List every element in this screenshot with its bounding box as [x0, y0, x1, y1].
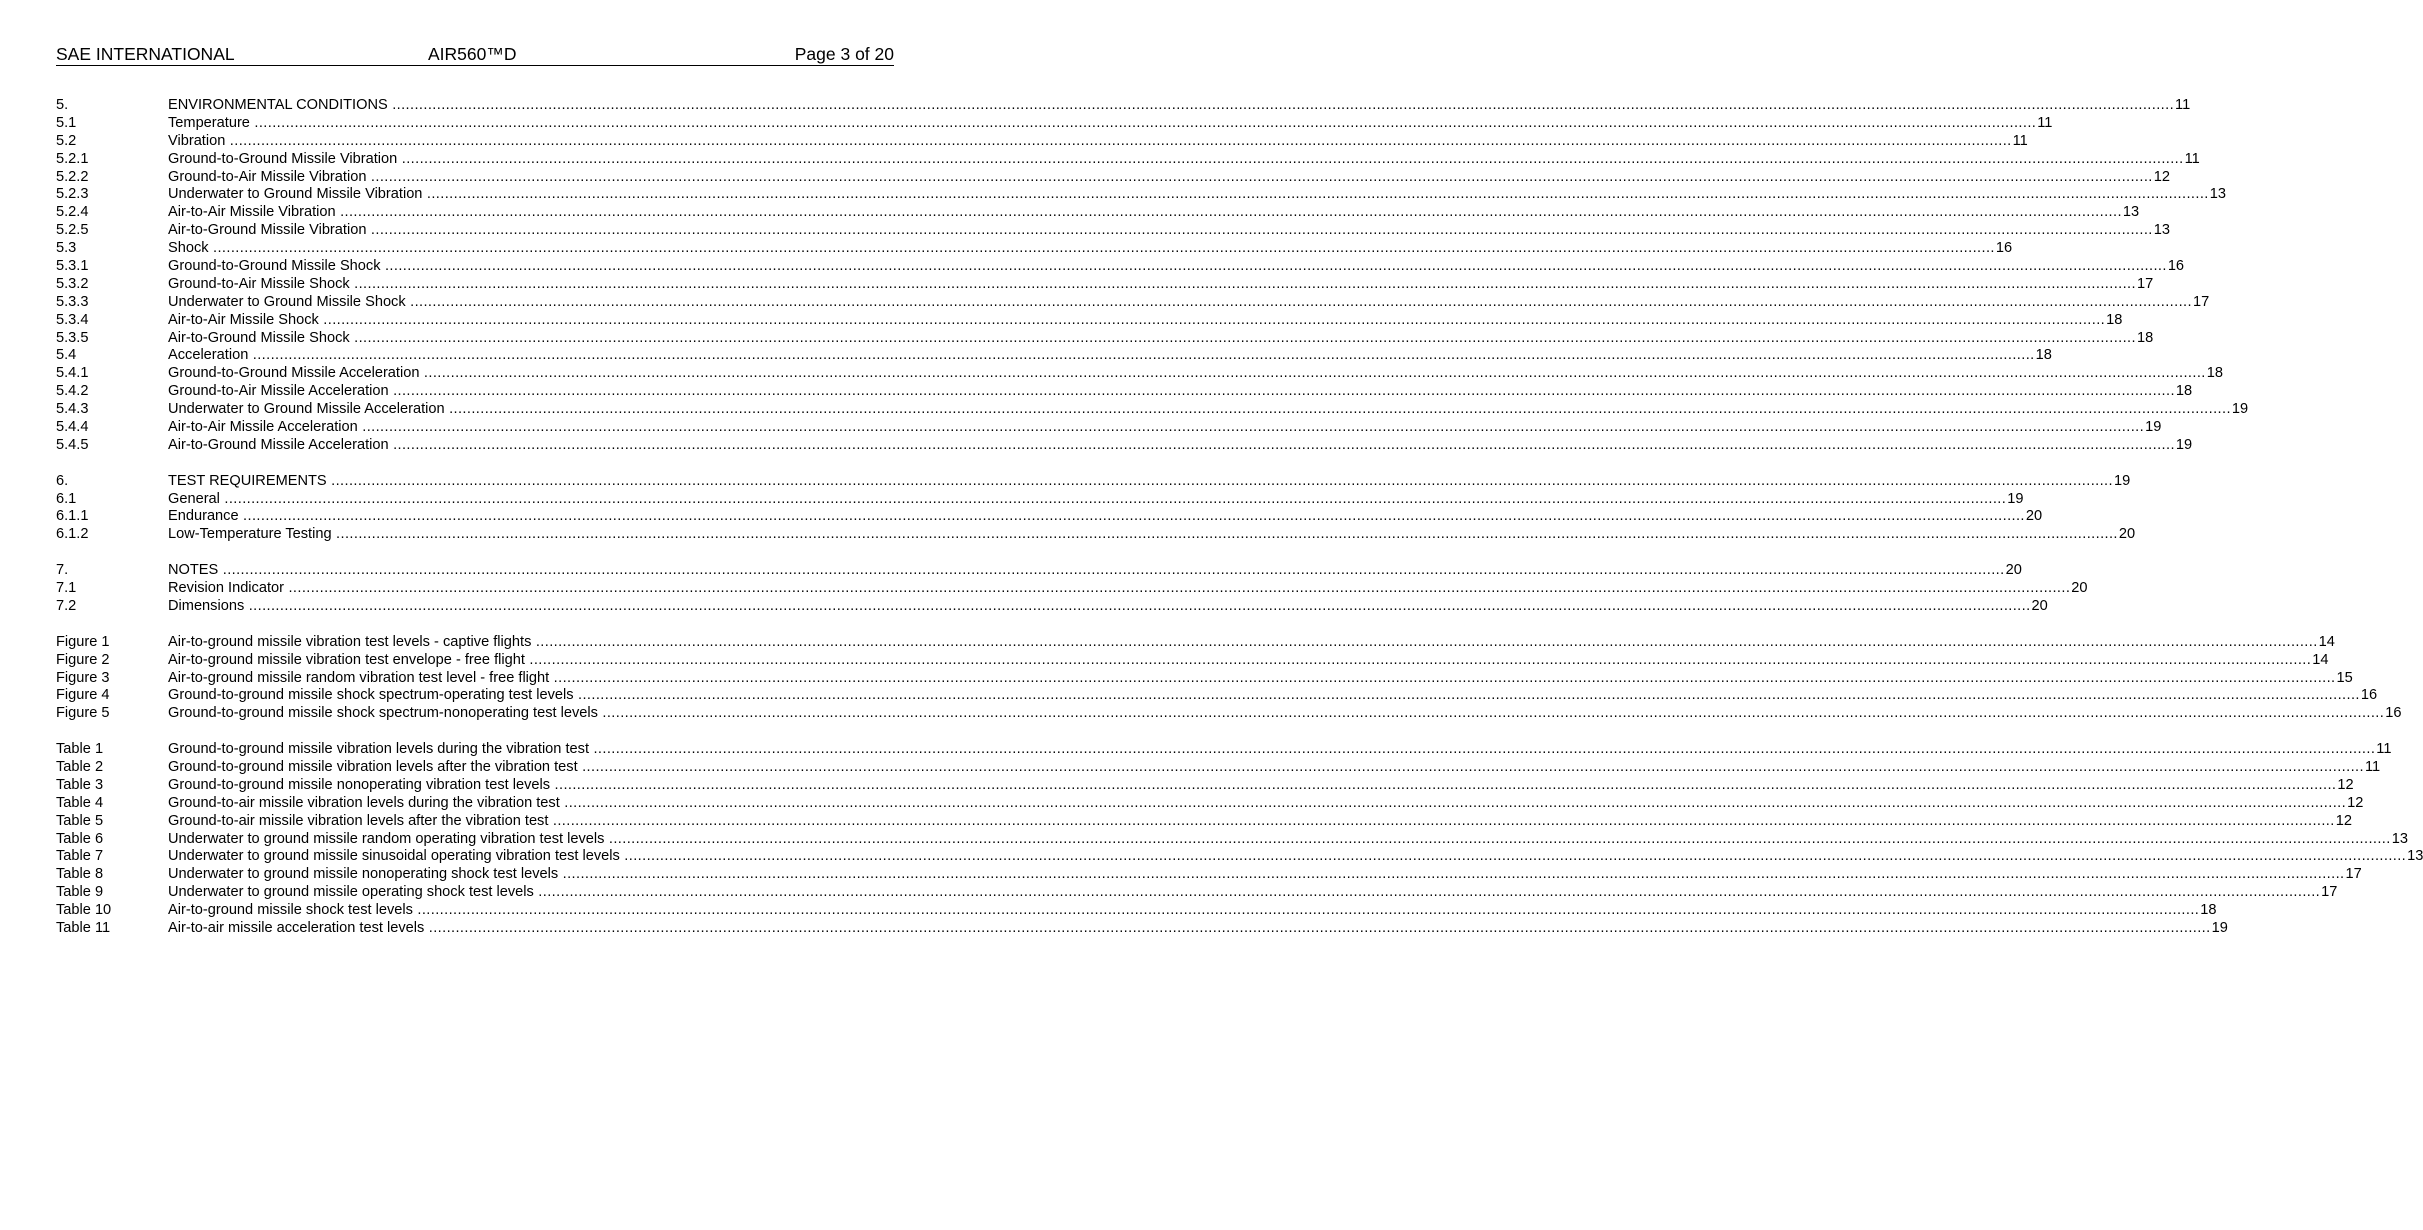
toc-entry-number: Table 7: [56, 848, 104, 865]
toc-entry-title: Acceleration: [168, 347, 249, 364]
toc-entry-title: Air-to-Air Missile Shock: [168, 311, 319, 328]
toc-entry-title: TEST REQUIREMENTS: [168, 472, 327, 489]
toc-entry-page: 13: [2407, 848, 2423, 865]
dot-leader: ................................................................................................................................................................................................................................................................................................................................................................................................................: [284, 580, 2071, 597]
toc-entry-number: 5.3.5: [56, 329, 89, 346]
toc-entry-title-wrap: [168, 652, 2311, 670]
toc-entry[interactable]: [56, 365, 2223, 383]
dot-leader: ................................................................................................................................................................................................................................................................................................................................................................................................................: [444, 401, 2231, 418]
toc-entry-page: 20: [2031, 597, 2048, 614]
toc-entry-page: 19: [2211, 919, 2228, 936]
toc-entry-title: Ground-to-Air Missile Acceleration: [168, 383, 389, 400]
toc-entry-title-wrap: [168, 115, 2036, 133]
toc-entry-title: Underwater to ground missile nonoperating shock test levels: [168, 866, 559, 883]
toc-entry-title-wrap: [168, 777, 2336, 795]
toc-entry-title: Vibration: [168, 132, 226, 149]
toc-section-gap: [56, 723, 894, 741]
toc-entry[interactable]: [56, 866, 2362, 884]
toc-entry-page: 11: [2175, 97, 2191, 113]
toc-entry-title: Ground-to-air missile vibration levels during the vibration test: [168, 794, 560, 811]
toc-entry-number: Figure 4: [56, 687, 110, 704]
toc-entry-number: 5.2: [56, 132, 77, 149]
toc-entry-number: 5.3.4: [56, 311, 89, 328]
toc-entry[interactable]: [56, 436, 2193, 455]
toc-entry-page: 20: [2071, 580, 2088, 597]
toc-entry-page: 13: [2122, 204, 2140, 221]
toc-entry-page: 20: [2005, 562, 2022, 579]
toc-entry-title-wrap: [168, 526, 2118, 544]
dot-leader: ................................................................................................................................................................................................................................................................................................................................................................................................................: [412, 902, 2200, 919]
toc-entry-number: 5.1: [56, 114, 77, 131]
toc-entry-title: Ground-to-Ground Missile Acceleration: [168, 365, 420, 382]
toc-entry-number: 6.: [56, 472, 69, 489]
toc-entry-page: 20: [2025, 508, 2043, 525]
toc-entry-number: 5.4.1: [56, 365, 89, 382]
toc-entry-title: Air-to-ground missile shock test levels: [168, 902, 413, 919]
toc-entry-number: Table 11: [56, 919, 111, 936]
toc-entry-number: Figure 2: [56, 651, 110, 668]
toc-entry[interactable]: [56, 830, 2408, 849]
dot-leader: ................................................................................................................................................................................................................................................................................................................................................................................................................: [597, 705, 2385, 722]
toc-entry-title: Ground-to-ground missile shock spectrum-nonoperating test levels: [168, 705, 598, 722]
toc-entry-number: 7.: [56, 562, 69, 579]
toc-entry[interactable]: [56, 329, 2154, 348]
toc-entry-number: Figure 1: [56, 633, 110, 650]
toc-entry[interactable]: [56, 311, 2123, 330]
toc-entry[interactable]: [56, 258, 2185, 276]
toc-entry-title: Ground-to-Air Missile Shock: [168, 275, 350, 292]
dot-leader: ................................................................................................................................................................................................................................................................................................................................................................................................................: [419, 365, 2206, 382]
toc-entry[interactable]: [56, 597, 2048, 616]
toc-entry-title: Underwater to Ground Missile Shock: [168, 293, 406, 310]
dot-leader: ................................................................................................................................................................................................................................................................................................................................................................................................................: [422, 186, 2209, 203]
toc-entry-number: 5.2.3: [56, 186, 89, 203]
toc-entry-title-wrap: [168, 831, 2391, 849]
toc-entry-title-wrap: [168, 294, 2192, 312]
toc-entry[interactable]: [56, 919, 2228, 938]
toc-entry-page: 18: [2106, 311, 2123, 328]
toc-entry-title-wrap: [168, 133, 2012, 151]
toc-entry-number: Table 6: [56, 830, 104, 847]
toc-entry-title-wrap: [168, 473, 2113, 491]
toc-entry-title: Endurance: [168, 508, 239, 525]
toc-entry[interactable]: [56, 419, 2162, 437]
toc-entry-number: 5.4.2: [56, 383, 89, 400]
dot-leader: ................................................................................................................................................................................................................................................................................................................................................................................................................: [550, 776, 2337, 793]
toc-entry-title: Ground-to-Air Missile Vibration: [168, 168, 367, 185]
toc-entry-title: Low-Temperature Testing: [168, 526, 332, 543]
toc-entry-title: Air-to-Air Missile Vibration: [168, 204, 336, 221]
page-header: [56, 43, 894, 66]
toc-entry-page: 19: [2113, 472, 2131, 489]
toc-entry[interactable]: [56, 114, 2053, 133]
toc-entry-number: 5.4.3: [56, 401, 89, 418]
dot-leader: ................................................................................................................................................................................................................................................................................................................................................................................................................: [249, 114, 2037, 131]
toc-entry-title-wrap: [168, 258, 2167, 276]
toc-entry-page: 16: [2167, 258, 2185, 275]
toc-entry-title: Revision Indicator: [168, 580, 284, 597]
toc-entry[interactable]: [56, 848, 2423, 866]
toc-entry-page: 17: [2136, 275, 2154, 292]
toc-entry-title-wrap: [168, 670, 2336, 688]
dot-leader: ................................................................................................................................................................................................................................................................................................................................................................................................................: [424, 919, 2211, 936]
toc-entry-title-wrap: [168, 383, 2175, 401]
toc-entry-page: 16: [2360, 687, 2378, 704]
toc-entry-title: Ground-to-Ground Missile Vibration: [168, 150, 398, 167]
toc-entry-page: 11: [2037, 114, 2053, 131]
toc-entry[interactable]: [56, 902, 2217, 920]
toc-entry[interactable]: [56, 401, 2249, 419]
toc-entry-title: Underwater to ground missile random operating vibration test levels: [168, 830, 605, 847]
dot-leader: ................................................................................................................................................................................................................................................................................................................................................................................................................: [388, 383, 2175, 400]
toc-entry[interactable]: [56, 275, 2154, 294]
toc-entry[interactable]: [56, 776, 2354, 795]
toc-entry-title-wrap: [168, 97, 2174, 115]
toc-entry-title: Air-to-ground missile vibration test envelope - free flight: [168, 651, 525, 668]
dot-leader: ................................................................................................................................................................................................................................................................................................................................................................................................................: [326, 472, 2113, 489]
toc-entry-title-wrap: [168, 330, 2136, 348]
toc-entry-title: Air-to-Ground Missile Acceleration: [168, 436, 389, 453]
toc-entry-title-wrap: [168, 347, 2035, 365]
toc-entry-title-wrap: [168, 848, 2406, 866]
toc-entry-page: 18: [2136, 329, 2154, 346]
toc-entry-page: 15: [2336, 669, 2353, 686]
dot-leader: ................................................................................................................................................................................................................................................................................................................................................................................................................: [357, 419, 2145, 436]
toc-entry-number: 6.1.2: [56, 526, 89, 543]
toc-entry-title-wrap: [168, 240, 1995, 258]
toc-entry-title-wrap: [168, 598, 2031, 616]
toc-entry[interactable]: [56, 633, 2335, 652]
toc-entry-title: Underwater to ground missile sinusoidal operating vibration test levels: [168, 848, 620, 865]
toc-entry[interactable]: [56, 204, 2140, 222]
toc-entry[interactable]: [56, 168, 2170, 187]
toc-entry-page: 19: [2007, 490, 2024, 507]
toc-entry-page: 13: [2391, 830, 2408, 847]
toc-entry[interactable]: [56, 651, 2329, 670]
toc-entry[interactable]: [56, 293, 2210, 312]
toc-entry-number: 5.2.5: [56, 222, 89, 239]
dot-leader: ................................................................................................................................................................................................................................................................................................................................................................................................................: [331, 526, 2118, 543]
dot-leader: ................................................................................................................................................................................................................................................................................................................................................................................................................: [388, 436, 2175, 453]
toc-entry-title: Air-to-Air Missile Acceleration: [168, 419, 358, 436]
dot-leader: ................................................................................................................................................................................................................................................................................................................................................................................................................: [573, 687, 2360, 704]
toc-entry-title-wrap: [168, 491, 2006, 509]
toc-entry-page: 16: [2385, 705, 2402, 722]
toc-entry-title-wrap: [168, 562, 2005, 580]
toc-entry[interactable]: [56, 705, 2402, 723]
toc-section-gap: [56, 455, 894, 473]
toc-entry-number: Table 1: [56, 741, 104, 758]
toc-entry-title: General: [168, 490, 220, 507]
toc-entry-title-wrap: [168, 186, 2209, 204]
toc-entry-page: 12: [2335, 812, 2352, 829]
toc-entry-number: 5.2.2: [56, 168, 89, 185]
toc-entry-title-wrap: [168, 276, 2136, 294]
toc-entry-number: Figure 5: [56, 705, 110, 722]
toc-entry[interactable]: [56, 490, 2024, 509]
toc-entry-title: Ground-to-ground missile shock spectrum-operating test levels: [168, 687, 574, 704]
toc-entry-title: Ground-to-air missile vibration levels after the vibration test: [168, 812, 549, 829]
dot-leader: ................................................................................................................................................................................................................................................................................................................................................................................................................: [558, 866, 2345, 883]
toc-entry-title: Air-to-air missile acceleration test levels: [168, 919, 425, 936]
toc-entry-title: Air-to-ground missile random vibration test level - free flight: [168, 669, 550, 686]
toc-entry-number: Table 10: [56, 902, 112, 919]
toc-entry-page: 17: [2321, 884, 2338, 901]
toc-entry[interactable]: [56, 580, 2088, 598]
dot-leader: ................................................................................................................................................................................................................................................................................................................................................................................................................: [225, 132, 2012, 149]
dot-leader: ................................................................................................................................................................................................................................................................................................................................................................................................................: [318, 311, 2106, 328]
dot-leader: ................................................................................................................................................................................................................................................................................................................................................................................................................: [619, 848, 2407, 865]
toc-entry-title: Air-to-Ground Missile Shock: [168, 329, 350, 346]
toc-entry-page: 12: [2347, 794, 2364, 811]
toc-entry[interactable]: [56, 562, 2022, 580]
toc-entry-title: ENVIRONMENTAL CONDITIONS: [168, 97, 388, 113]
toc-entry-page: 11: [2376, 741, 2392, 758]
toc-entry-title-wrap: [168, 312, 2105, 330]
toc-entry[interactable]: [56, 687, 2378, 705]
toc-entry-number: 5.3.2: [56, 275, 89, 292]
toc-entry-title: Ground-to-ground missile nonoperating vibration test levels: [168, 776, 551, 793]
toc-entry-title-wrap: [168, 580, 2070, 598]
toc-entry-number: 5.4.4: [56, 419, 89, 436]
toc-entry-title-wrap: [168, 419, 2144, 437]
dot-leader: ................................................................................................................................................................................................................................................................................................................................................................................................................: [549, 669, 2336, 686]
toc-entry-page: 11: [2364, 758, 2381, 775]
toc-entry-title-wrap: [168, 705, 2384, 723]
toc-entry[interactable]: [56, 669, 2353, 688]
dot-leader: ................................................................................................................................................................................................................................................................................................................................................................................................................: [349, 275, 2136, 292]
toc-entry-page: 16: [1995, 240, 2013, 257]
toc-entry[interactable]: [56, 758, 2381, 777]
toc-entry-title: Air-to-Ground Missile Vibration: [168, 222, 367, 239]
toc-entry-title-wrap: [168, 204, 2122, 222]
toc-entry[interactable]: [56, 222, 2170, 240]
toc-entry-number: 5.: [56, 97, 69, 113]
dot-leader: ................................................................................................................................................................................................................................................................................................................................................................................................................: [387, 97, 2175, 113]
dot-leader: ................................................................................................................................................................................................................................................................................................................................................................................................................: [218, 562, 2005, 579]
toc-entry-number: Figure 3: [56, 669, 110, 686]
toc-entry-number: Table 2: [56, 758, 104, 775]
toc-entry-title-wrap: [168, 222, 2153, 240]
toc-entry-number: 5.2.1: [56, 150, 89, 167]
toc-entry-title-wrap: [168, 884, 2320, 902]
dot-leader: ................................................................................................................................................................................................................................................................................................................................................................................................................: [405, 293, 2192, 310]
toc-entry-title-wrap: [168, 437, 2175, 455]
dot-leader: ................................................................................................................................................................................................................................................................................................................................................................................................................: [524, 651, 2312, 668]
toc-entry-title-wrap: [168, 401, 2231, 419]
toc-entry-number: 7.2: [56, 597, 77, 614]
toc-entry-title: Temperature: [168, 114, 250, 131]
toc-entry-number: Table 5: [56, 812, 104, 829]
toc-section-gap: [56, 544, 894, 562]
toc-entry-title-wrap: [168, 508, 2025, 526]
toc-entry-title-wrap: [168, 795, 2346, 813]
toc-entry-title: Underwater to Ground Missile Vibration: [168, 186, 423, 203]
toc-entry-number: Table 4: [56, 794, 104, 811]
toc-entry-title: Dimensions: [168, 597, 245, 614]
toc-entry-title: Ground-to-Ground Missile Shock: [168, 258, 381, 275]
toc-entry[interactable]: [56, 347, 2052, 365]
toc-entry-title-wrap: [168, 687, 2360, 705]
toc-entry[interactable]: [56, 794, 2364, 813]
toc-entry-title: Underwater to ground missile operating shock test levels: [168, 884, 534, 901]
toc-entry-title-wrap: [168, 866, 2344, 884]
toc-entry-number: 6.1: [56, 490, 77, 507]
toc-entry-title-wrap: [168, 365, 2206, 383]
toc-entry[interactable]: [56, 186, 2226, 204]
dot-leader: ................................................................................................................................................................................................................................................................................................................................................................................................................: [559, 794, 2347, 811]
dot-leader: ................................................................................................................................................................................................................................................................................................................................................................................................................: [397, 150, 2184, 167]
toc-entry[interactable]: [56, 526, 2136, 544]
toc-entry-page: 13: [2153, 222, 2170, 239]
dot-leader: ................................................................................................................................................................................................................................................................................................................................................................................................................: [335, 204, 2122, 221]
toc-entry-page: 18: [2175, 383, 2193, 400]
toc-entry-number: 6.1.1: [56, 508, 89, 525]
dot-leader: ................................................................................................................................................................................................................................................................................................................................................................................................................: [208, 240, 1995, 257]
toc-entry-page: 20: [2118, 526, 2136, 543]
header-document-number: AIR560™D: [428, 44, 517, 64]
toc-entry-number: 5.3: [56, 240, 77, 257]
dot-leader: ................................................................................................................................................................................................................................................................................................................................................................................................................: [533, 884, 2321, 901]
toc-entry[interactable]: [56, 741, 2392, 759]
toc-entry-page: 14: [2318, 633, 2335, 650]
toc-entry-title-wrap: [168, 920, 2211, 938]
toc-entry[interactable]: [56, 508, 2043, 526]
toc-entry-number: Table 8: [56, 866, 104, 883]
dot-leader: ................................................................................................................................................................................................................................................................................................................................................................................................................: [577, 758, 2364, 775]
dot-leader: ................................................................................................................................................................................................................................................................................................................................................................................................................: [604, 830, 2391, 847]
toc-entry-page: 13: [2209, 186, 2226, 203]
toc-entry-number: Table 3: [56, 776, 104, 793]
toc-entry[interactable]: [56, 240, 2013, 258]
toc-entry-number: 5.4.5: [56, 436, 89, 453]
toc-entry-page: 17: [2192, 293, 2210, 310]
toc-entry-title: Air-to-ground missile vibration test levels - captive flights: [168, 633, 532, 650]
toc-entry-page: 14: [2312, 651, 2329, 668]
dot-leader: ................................................................................................................................................................................................................................................................................................................................................................................................................: [349, 329, 2136, 346]
header-organization: SAE INTERNATIONAL: [56, 44, 235, 64]
toc-entry-title: Underwater to Ground Missile Acceleration: [168, 401, 445, 418]
toc-entry-page: 18: [2035, 347, 2052, 364]
dot-leader: ................................................................................................................................................................................................................................................................................................................................................................................................................: [238, 508, 2025, 525]
toc-entry-title-wrap: [168, 151, 2184, 169]
dot-leader: ................................................................................................................................................................................................................................................................................................................................................................................................................: [219, 490, 2007, 507]
toc-entry-number: 7.1: [56, 580, 77, 597]
toc-entry-number: 5.3.3: [56, 293, 89, 310]
toc-entry-title-wrap: [168, 169, 2153, 187]
toc-entry[interactable]: [56, 472, 2131, 491]
toc-entry-title-wrap: [168, 902, 2199, 920]
toc-entry[interactable]: [56, 812, 2352, 831]
dot-leader: ................................................................................................................................................................................................................................................................................................................................................................................................................: [366, 168, 2153, 185]
toc-entry[interactable]: [56, 132, 2028, 151]
toc-entry-title-wrap: [168, 634, 2318, 652]
dot-leader: ................................................................................................................................................................................................................................................................................................................................................................................................................: [248, 347, 2035, 364]
toc-entry-title: NOTES: [168, 562, 219, 579]
toc-entry-page: 11: [2012, 132, 2028, 149]
toc-entry-page: 11: [2184, 150, 2200, 167]
toc-entry-title: Shock: [168, 240, 209, 257]
toc-entry-page: 12: [2153, 168, 2170, 185]
dot-leader: ................................................................................................................................................................................................................................................................................................................................................................................................................: [244, 597, 2031, 614]
toc-entry-page: 17: [2345, 866, 2362, 883]
toc-entry-page: 19: [2231, 401, 2249, 418]
toc-entry[interactable]: [56, 884, 2338, 902]
toc-entry[interactable]: [56, 97, 2191, 115]
dot-leader: ................................................................................................................................................................................................................................................................................................................................................................................................................: [548, 812, 2335, 829]
toc-entry-page: 19: [2145, 419, 2162, 436]
toc-entry-page: 12: [2337, 776, 2354, 793]
toc-entry-title-wrap: [168, 813, 2335, 831]
toc-entry-number: 5.3.1: [56, 258, 89, 275]
toc-entry-title: Ground-to-ground missile vibration levels during the vibration test: [168, 741, 589, 758]
dot-leader: ................................................................................................................................................................................................................................................................................................................................................................................................................: [366, 222, 2153, 239]
toc-entry-number: Table 9: [56, 884, 104, 901]
dot-leader: ................................................................................................................................................................................................................................................................................................................................................................................................................: [589, 741, 2376, 758]
toc-entry-number: 5.4: [56, 347, 77, 364]
toc-entry-title: Ground-to-ground missile vibration levels after the vibration test: [168, 758, 578, 775]
table-of-contents: [56, 97, 2423, 938]
toc-entry-title-wrap: [168, 741, 2375, 759]
toc-entry-title-wrap: [168, 759, 2364, 777]
toc-entry[interactable]: [56, 150, 2200, 169]
toc-section-gap: [56, 616, 894, 634]
toc-entry[interactable]: [56, 383, 2193, 401]
toc-entry-number: 5.2.4: [56, 204, 89, 221]
header-page-number: Page 3 of 20: [794, 44, 894, 64]
toc-entry-page: 18: [2206, 365, 2223, 382]
toc-entry-page: 18: [2200, 902, 2217, 919]
dot-leader: ................................................................................................................................................................................................................................................................................................................................................................................................................: [380, 258, 2167, 275]
toc-entry-page: 19: [2175, 436, 2193, 453]
dot-leader: ................................................................................................................................................................................................................................................................................................................................................................................................................: [531, 633, 2318, 650]
